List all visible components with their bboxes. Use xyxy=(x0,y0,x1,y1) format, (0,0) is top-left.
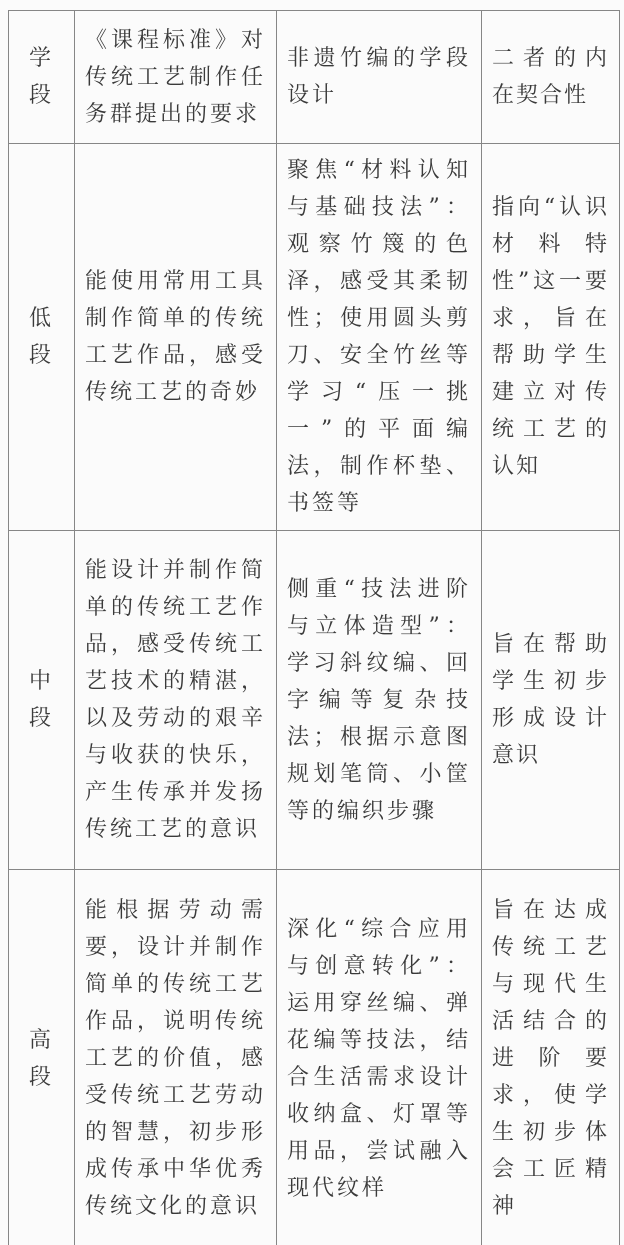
design-cell-middle xyxy=(277,531,482,870)
fit-text-lower: 指向“认识材料特性”这一要求，旨在帮助学生建立对传统工艺的认知 xyxy=(492,195,609,479)
fit-text-upper: 旨在达成传统工艺与现代生活结合的进阶要求，使学生初步体会工匠精神 xyxy=(492,898,609,1219)
requirement-cell-middle xyxy=(75,531,277,870)
design-text-upper: 深化“综合应用与创意转化”：运用穿丝编、弹花编等技法，结合生活需求设计收纳盒、灯罩等用品，尝试融入现代纹样 xyxy=(287,916,471,1201)
stage-cell-upper: 高段 xyxy=(9,870,75,1245)
requirement-cell-upper xyxy=(75,870,277,1245)
table-row-middle-stage xyxy=(9,531,620,870)
header-cell-design xyxy=(277,11,482,144)
design-cell-upper xyxy=(277,870,482,1245)
table-row-upper-stage xyxy=(9,870,620,1245)
requirement-text-middle: 能设计并制作简单的传统工艺作品，感受传统工艺技术的精湛，以及劳动的艰辛与收获的快乐，产生传承并发扬传统工艺的意识 xyxy=(85,558,266,842)
header-label-requirement: 《课程标准》对传统工艺制作任务群提出的要求 xyxy=(85,27,266,127)
header-label-design: 非遗竹编的学段设计 xyxy=(287,46,471,108)
requirement-text-upper: 能根据劳动需要，设计并制作简单的传统工艺作品，说明传统工艺的价值，感受传统工艺劳动的智慧，初步形成传承中华优秀传统文化的意识 xyxy=(85,898,266,1219)
header-label-fit: 二者的内在契合性 xyxy=(492,46,609,108)
fit-cell-upper xyxy=(482,870,620,1245)
table-row-lower-stage xyxy=(9,144,620,531)
curriculum-alignment-table xyxy=(8,10,620,1245)
header-cell-requirement xyxy=(75,11,277,144)
requirement-text-lower: 能使用常用工具制作简单的传统工艺作品，感受传统工艺的奇妙 xyxy=(85,269,266,405)
fit-text-middle: 旨在帮助学生初步形成设计意识 xyxy=(492,632,609,768)
header-cell-stage xyxy=(9,11,75,144)
fit-cell-middle xyxy=(482,531,620,870)
stage-cell-lower: 低段 xyxy=(9,144,75,531)
header-label-stage: 学段 xyxy=(28,46,54,108)
header-cell-fit xyxy=(482,11,620,144)
design-text-lower: 聚焦“材料认知与基础技法”：观察竹篾的色泽，感受其柔韧性；使用圆头剪刀、安全竹丝等学习“压一挑一”的平面编法，制作杯垫、书签等 xyxy=(287,158,471,516)
fit-cell-lower xyxy=(482,144,620,531)
requirement-cell-lower xyxy=(75,144,277,531)
stage-cell-middle: 中段 xyxy=(9,531,75,870)
table-header-row xyxy=(9,11,620,144)
design-cell-lower xyxy=(277,144,482,531)
design-text-middle: 侧重“技法进阶与立体造型”：学习斜纹编、回字编等复杂技法；根据示意图规划笔筒、小筐等的编织步骤 xyxy=(287,576,471,824)
